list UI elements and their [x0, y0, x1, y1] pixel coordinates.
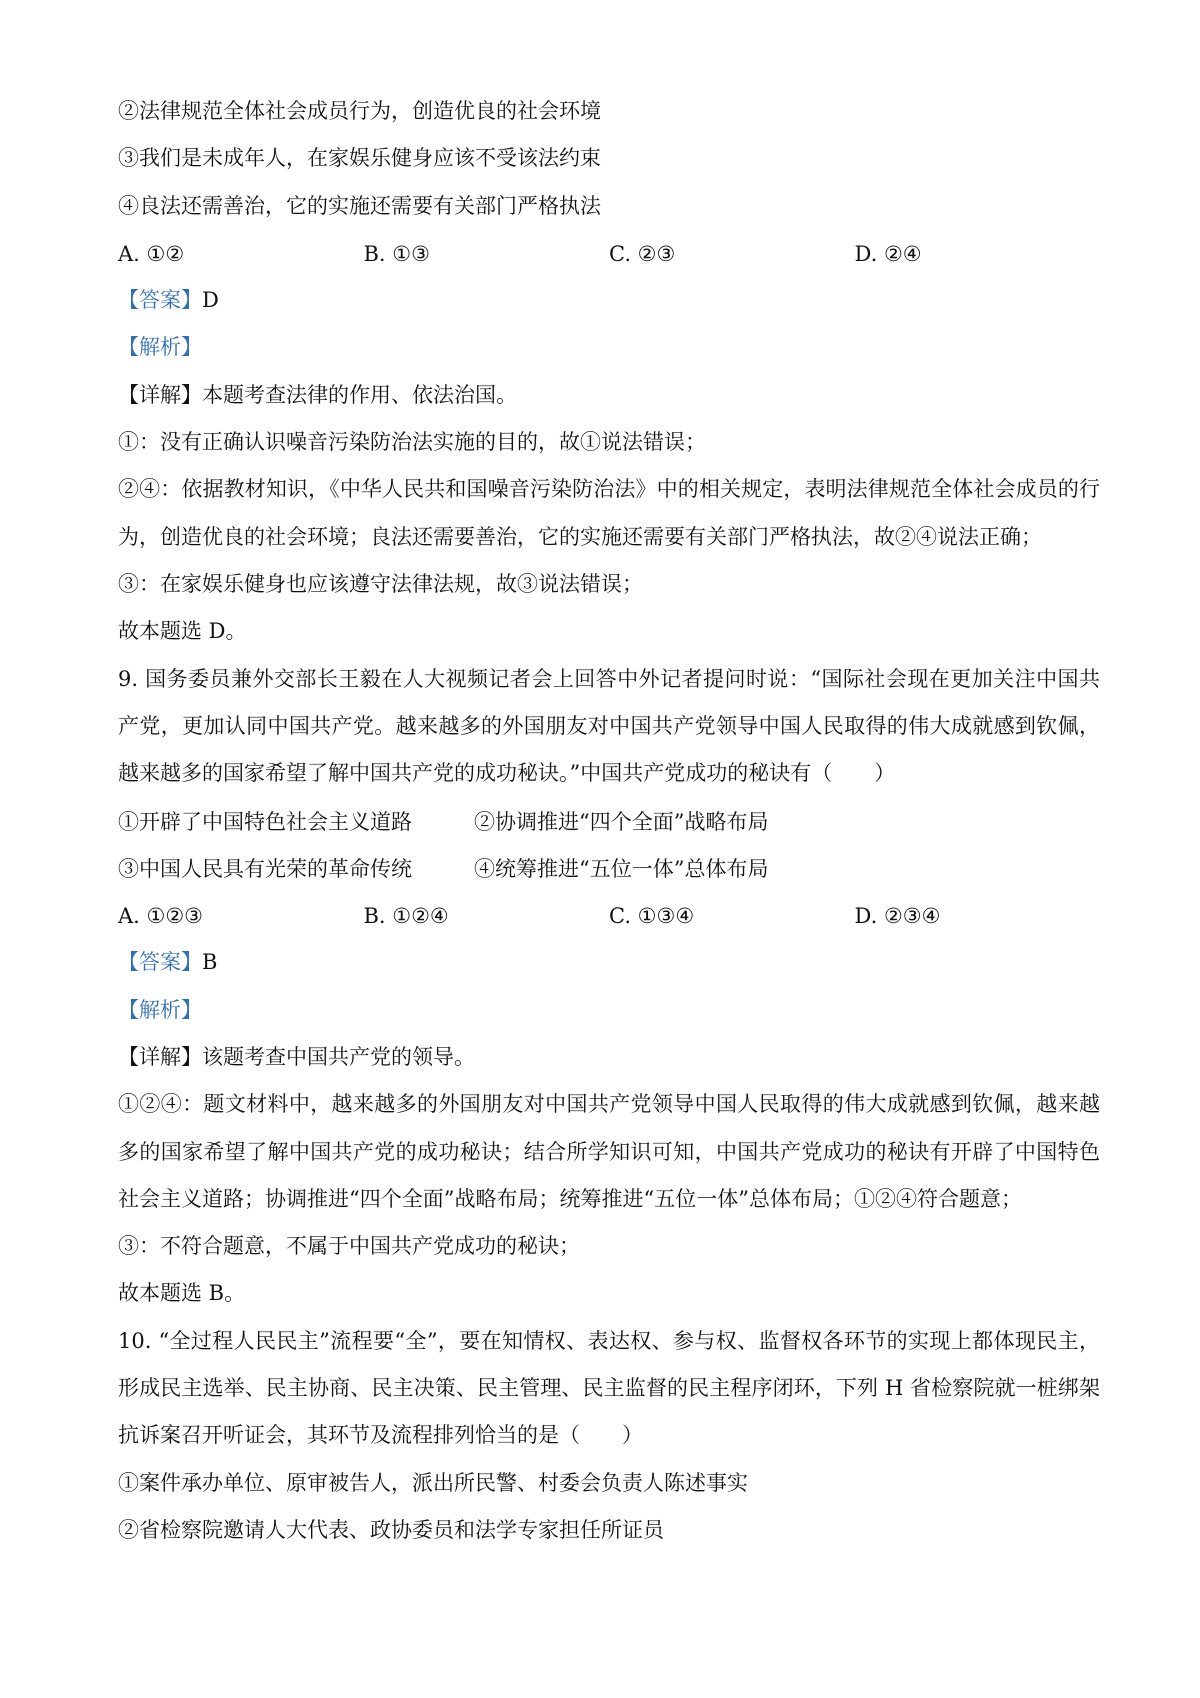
q8-option-b: B. ①③ — [363, 241, 430, 266]
q9-conclusion: 故本题选 B。 — [118, 1281, 246, 1306]
q8-option-a: A. ①② — [118, 241, 185, 266]
q9-detail: 【详解】该题考查中国共产党的领导。 — [118, 1044, 475, 1069]
question-8 — [118, 88, 1100, 656]
q9-answer-value: B — [202, 950, 218, 975]
q9-analysis-tag: 【解析】 — [118, 997, 202, 1022]
q8-statement-2: ②法律规范全体社会成员行为，创造优良的社会环境 — [118, 99, 601, 123]
q9-statement-2: ②协调推进“四个全面”战略布局 — [474, 810, 769, 835]
q8-explanation-24: ②④：依据教材知识，《中华人民共和国噪音污染防治法》中的相关规定，表明法律规范全体社会成员的行为，创造优良的社会环境；良法还需要善治，它的实施还需要有关部门严格执法，故②④说法正确； — [118, 477, 1100, 549]
question-9 — [118, 656, 1100, 1318]
q8-statement-4: ④良法还需善治，它的实施还需要有关部门严格执法 — [118, 193, 601, 218]
q8-answer — [118, 277, 1100, 324]
q10-statement-2: ②省检察院邀请人大代表、政协委员和法学专家担任所证员 — [118, 1517, 664, 1542]
q9-options — [118, 892, 1100, 939]
q9-stem: 9. 国务委员兼外交部长王毅在人大视频记者会上回答中外记者提问时说：“国际社会现在更加关注中国共产党，更加认同中国共产党。越来越多的外国朋友对中国共产党领导中国人民取得的伟大成就感到钦佩，越来越多的国家希望了解中国共产党的成功秘诀。”中国共产党成功的秘诀有（ ） — [118, 666, 1100, 786]
q9-option-b: B. ①②④ — [363, 903, 449, 928]
q9-answer-tag: 【答案】 — [118, 950, 202, 975]
q8-answer-value: D — [202, 288, 219, 313]
q9-option-d: D. ②③④ — [854, 903, 941, 928]
q10-statement-1: ①案件承办单位、原审被告人，派出所民警、村委会负责人陈述事实 — [118, 1470, 748, 1495]
q9-explanation-3: ③：不符合题意，不属于中国共产党成功的秘诀； — [118, 1234, 580, 1259]
q8-option-d: D. ②④ — [854, 241, 922, 266]
q8-explanation-3: ③：在家娱乐健身也应该遵守法律法规，故③说法错误； — [118, 571, 643, 596]
q8-statement-3: ③我们是未成年人，在家娱乐健身应该不受该法约束 — [118, 146, 601, 171]
q10-stem: 10. “全过程人民民主”流程要“全”，要在知情权、表达权、参与权、监督权各环节的实现上都体现民主，形成民主选举、民主协商、民主决策、民主管理、民主监督的民主程序闭环，下列 H 省检察院就一桩绑架抗诉案召开听证会，其环节及流程排列恰当的是（ ） — [118, 1328, 1100, 1448]
q9-statement-row-1 — [118, 797, 1100, 844]
q9-option-c: C. ①③④ — [609, 903, 695, 928]
q9-explanation-124: ①②④：题文材料中，越来越多的外国朋友对中国共产党领导中国人民取得的伟大成就感到钦佩，越来越多的国家希望了解中国共产党的成功秘诀；结合所学知识可知，中国共产党成功的秘诀有开辟了中国特色社会主义道路；协调推进“四个全面”战略布局；统筹推进“五位一体”总体布局；①②④符合题意； — [118, 1092, 1100, 1211]
q8-options — [118, 230, 1100, 277]
q9-statement-4: ④统筹推进“五位一体”总体布局 — [474, 857, 769, 882]
q9-statement-row-2 — [118, 845, 1100, 892]
q9-statement-1: ①开辟了中国特色社会主义道路 — [118, 810, 412, 835]
question-10 — [118, 1318, 1100, 1554]
q8-analysis-tag: 【解析】 — [118, 335, 202, 360]
q9-statement-3: ③中国人民具有光荣的革命传统 — [118, 857, 412, 882]
q8-answer-tag: 【答案】 — [118, 288, 202, 313]
q9-option-a: A. ①②③ — [118, 903, 203, 928]
q8-conclusion: 故本题选 D。 — [118, 619, 247, 644]
q8-explanation-1: ①：没有正确认识噪音污染防治法实施的目的，故①说法错误； — [118, 430, 706, 455]
q8-detail: 【详解】本题考查法律的作用、依法治国。 — [118, 382, 517, 407]
q9-answer — [118, 939, 1100, 986]
q8-option-c: C. ②③ — [609, 241, 676, 266]
